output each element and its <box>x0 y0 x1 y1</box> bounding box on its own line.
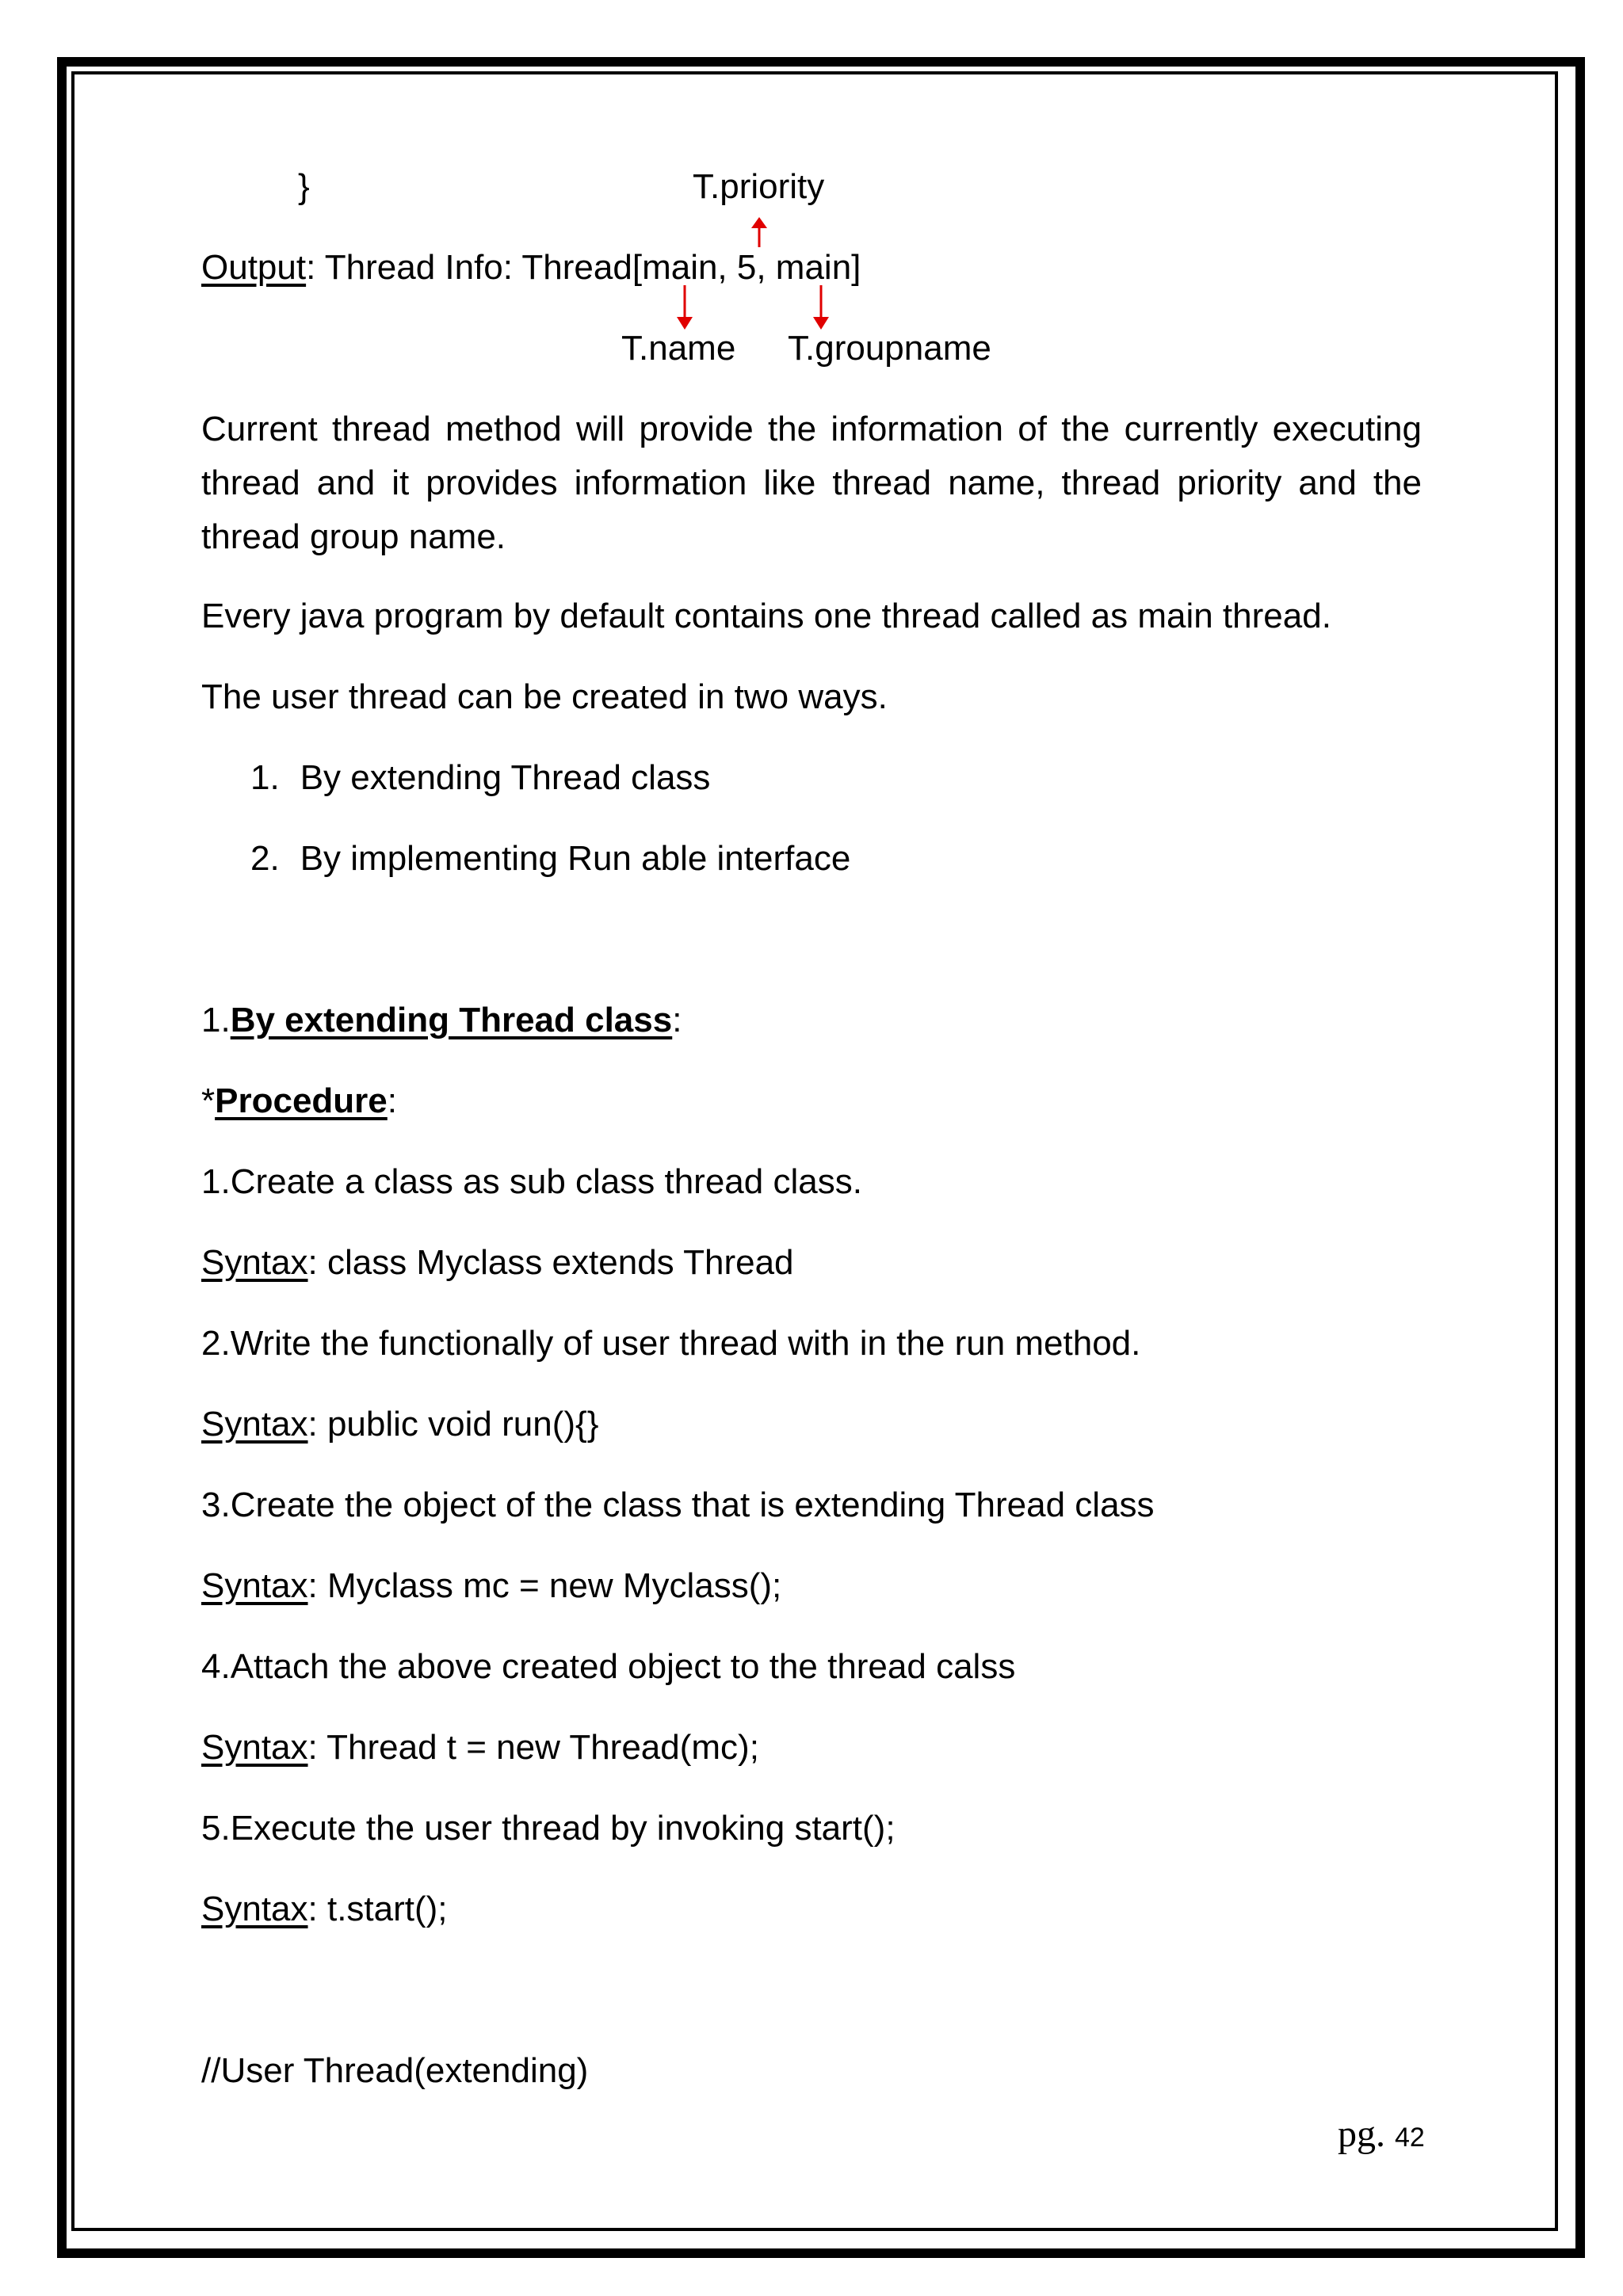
syntax-label: Syntax <box>201 1566 308 1605</box>
syntax-label: Syntax <box>201 1405 308 1444</box>
list-item <box>250 756 710 800</box>
syntax-code: : t.start(); <box>307 1890 448 1928</box>
list-number: 2. <box>250 839 280 878</box>
groupname-label: T.groupname <box>788 329 991 368</box>
procedure-title: Procedure <box>215 1081 388 1120</box>
syntax-3 <box>201 1564 781 1608</box>
procedure-suffix: : <box>387 1081 397 1120</box>
step-4: 4.Attach the above created object to the thread calss <box>201 1647 1016 1686</box>
output-text: : Thread Info: Thread[main, 5, main] <box>306 248 861 287</box>
section-heading <box>201 998 682 1043</box>
syntax-2 <box>201 1402 598 1447</box>
syntax-code: : class Myclass extends Thread <box>307 1243 794 1282</box>
syntax-4 <box>201 1726 759 1770</box>
every-java-paragraph: Every java program by default contains one thread called as main thread. <box>201 597 1331 635</box>
procedure-prefix: * <box>201 1081 216 1120</box>
name-arrow-icon <box>674 284 696 333</box>
step-2: 2.Write the functionally of user thread with in the run method. <box>201 1324 1141 1363</box>
step-3: 3.Create the object of the class that is extending Thread class <box>201 1486 1155 1524</box>
syntax-label: Syntax <box>201 1728 308 1767</box>
syntax-5 <box>201 1887 448 1932</box>
two-ways-paragraph: The user thread can be created in two ways. <box>201 677 888 716</box>
current-thread-paragraph: Current thread method will provide the information of the currently executing thread and it provides information like thread name, thread priority and the thread group name. <box>201 410 1422 556</box>
section-title: By extending Thread class <box>230 1001 673 1039</box>
syntax-label: Syntax <box>201 1890 308 1928</box>
page-number-value: 42 <box>1395 2122 1425 2153</box>
output-label: Output <box>201 248 307 287</box>
code-comment: //User Thread(extending) <box>201 2051 589 2090</box>
closing-brace: } <box>298 167 310 206</box>
section-suffix: : <box>672 1001 682 1039</box>
list-text: By implementing Run able interface <box>300 839 851 878</box>
syntax-label: Syntax <box>201 1243 308 1282</box>
name-label: T.name <box>621 329 736 368</box>
procedure-heading <box>201 1079 397 1123</box>
syntax-code: : Thread t = new Thread(mc); <box>307 1728 759 1767</box>
list-number: 1. <box>250 758 280 797</box>
priority-arrow-icon <box>748 215 770 249</box>
step-5: 5.Execute the user thread by invoking start(); <box>201 1809 896 1848</box>
list-item <box>250 837 850 881</box>
syntax-code: : public void run(){} <box>307 1405 599 1444</box>
list-text: By extending Thread class <box>300 758 711 797</box>
section-prefix: 1. <box>201 1001 231 1039</box>
page-prefix: pg. <box>1338 2113 1385 2155</box>
syntax-code: : Myclass mc = new Myclass(); <box>307 1566 782 1605</box>
page-number <box>1338 2112 1425 2156</box>
output-line <box>201 246 861 290</box>
syntax-1 <box>201 1241 794 1285</box>
priority-label: T.priority <box>693 167 825 206</box>
step-1: 1.Create a class as sub class thread class. <box>201 1162 862 1201</box>
groupname-arrow-icon <box>810 284 832 333</box>
